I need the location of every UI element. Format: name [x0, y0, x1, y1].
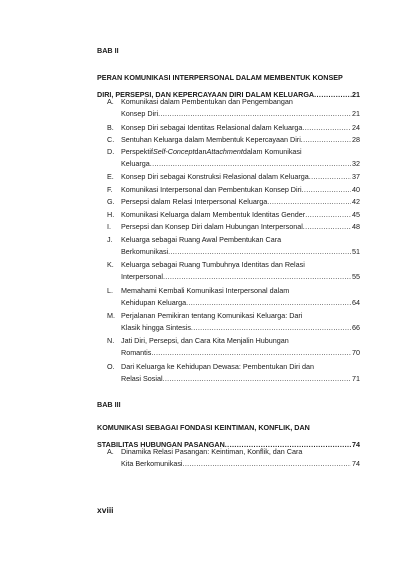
chapter-3-heading-line2: STABILITAS HUBUNGAN PASANGAN ..... 74 — [97, 437, 360, 454]
chapter-2-heading-line1: PERAN KOMUNIKASI INTERPERSONAL DALAM MEMBENTUK KONSEP — [97, 73, 343, 82]
toc-page: BAB II PERAN KOMUNIKASI INTERPERSONAL DALAM MEMBENTUK KONSEP DIRI, PERSEPSI, DAN KEPERCAYAAN DIRI DALAM KELUARGA ..... 21 A. Komunikasi dalam Pembentukan dan Pengembangan Konsep Diri ..... 21 B. Konsep Diri sebagai Identitas Relasional dalam Keluarga ..... 24 C. Sentuhan Keluarga dalam Membentuk Kepercayaan Diri ..... 28 D. Perspektif Self-Concept dan Attachment dalam Komunikasi Keluarga ..... 32 E. Konsep Diri sebagai Konstruksi Relasional dalam Keluarga ..... 37 F. Komunikasi Interpersonal dan Pembentukan Konsep Diri ..... 40 G. Persepsi dalam Relasi Interpersonal Keluarga ..... 42 H. Komunikasi Keluarga dalam Membentuk Identitas Gender ..... 45 I. Persepsi dan Konsep Diri dalam Hubungan Interpersonal ..... 48 J. Keluarga sebagai Ruang Awal Pembentukan Cara Berkomunikasi ..... 51 K. Keluarga sebagai Ruang Tumbuhnya Identitas dan Relasi Interpersonal ..... 55 L. Memahami Kembali Komunikasi Interpersonal dalam Kehidupan Keluarga ..... 64 M. Perjalanan Pemikiran tentang Komunikasi Keluarga: Dari Klasik hingga Sintesis ..... 66 N. Jati Diri, Persepsi, dan Cara Kita Menjalin Hubungan Romantis ..... 70 O. Dari Keluarga ke Kehidupan Dewasa: Pembentukan Diri dan Relasi Sosial ..... 71 BAB III KOMUNIKASI SEBAGAI FONDASI KEINTIMAN, KONFLIK, DAN STABILITAS HUBUNGAN PASANGAN ..... 74 A. Dinamika Relasi Pasangan: Keintiman, Konflik, dan Cara Kita Berkomunikasi ..... 74 xviii — [0, 0, 415, 577]
chapter-3-heading-page: 74 — [352, 439, 360, 449]
chapter-2-heading-page: 21 — [352, 89, 360, 99]
chapter-2-heading-line2: DIRI, PERSEPSI, DAN KEPERCAYAAN DIRI DALAM KELUARGA ..... 21 — [97, 87, 360, 104]
chapter-3-heading-line1: KOMUNIKASI SEBAGAI FONDASI KEINTIMAN, KONFLIK, DAN — [97, 423, 310, 432]
chapter-3-label: BAB III — [97, 400, 121, 409]
page-number: xviii — [97, 505, 114, 515]
chapter-2-label: BAB II — [97, 46, 119, 55]
